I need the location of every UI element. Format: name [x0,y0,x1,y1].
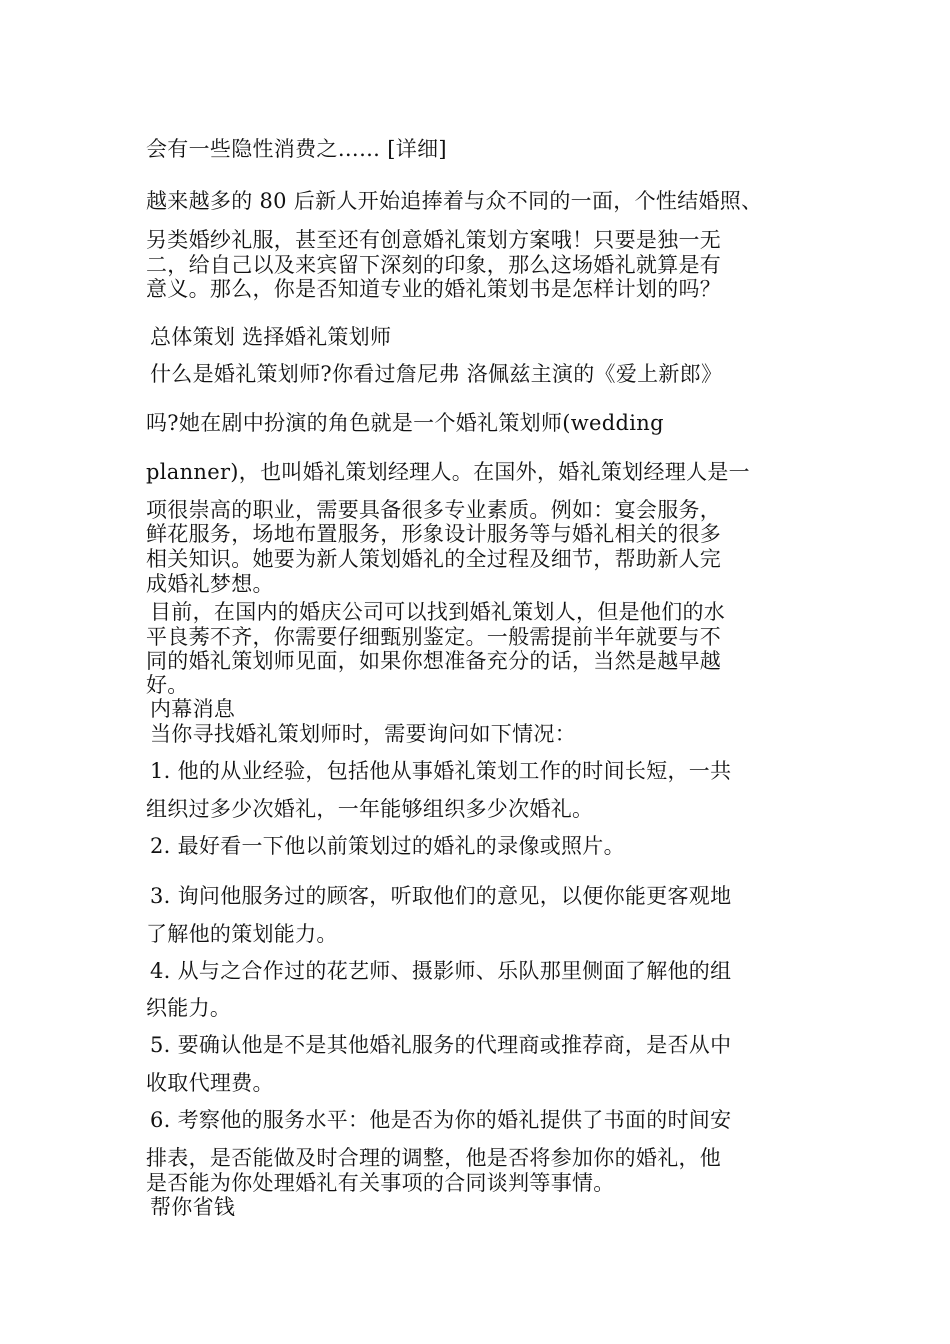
text-line: 什么是婚礼策划师?你看过詹尼弗 洛佩兹主演的《爱上新郎》 [150,362,723,386]
section-heading: 内幕消息 [150,697,236,721]
list-item: 4. 从与之合作过的花艺师、摄影师、乐队那里侧面了解他的组 [150,959,732,983]
text-line: 相关知识。她要为新人策划婚礼的全过程及细节，帮助新人完 [146,547,722,571]
text-line: 同的婚礼策划师见面，如果你想准备充分的话，当然是越早越 [146,649,722,673]
text-line: 排表，是否能做及时合理的调整，他是否将参加你的婚礼，他 [146,1146,722,1170]
section-heading: 帮你省钱 [150,1195,236,1219]
text-line: 项很崇高的职业，需要具备很多专业素质。例如：宴会服务， [146,498,722,522]
text-line: 平良莠不齐，你需要仔细甄别鉴定。一般需提前半年就要与不 [146,625,722,649]
section-heading: 总体策划 选择婚礼策划师 [150,325,392,349]
text-line: 当你寻找婚礼策划师时，需要询问如下情况： [150,722,576,746]
text-line: 成婚礼梦想。 [146,572,274,596]
list-item: 5. 要确认他是不是其他婚礼服务的代理商或推荐商，是否从中 [150,1033,732,1057]
text-line: 另类婚纱礼服，甚至还有创意婚礼策划方案哦！只要是独一无 [146,228,722,252]
text-line: 二，给自己以及来宾留下深刻的印象，那么这场婚礼就算是有 [146,253,722,277]
list-item: 1. 他的从业经验，包括他从事婚礼策划工作的时间长短，一共 [150,759,732,783]
list-item: 2. 最好看一下他以前策划过的婚礼的录像或照片。 [150,834,625,858]
text-line: 是否能为你处理婚礼有关事项的合同谈判等事情。 [146,1171,615,1195]
text-line: 收取代理费。 [146,1071,274,1095]
text-line: 越来越多的 80 后新人开始追捧着与众不同的一面，个性结婚照、 [146,189,763,213]
text-line: planner)，也叫婚礼策划经理人。在国外，婚礼策划经理人是一 [146,460,750,484]
text-line: 意义。那么，你是否知道专业的婚礼策划书是怎样计划的吗？ [146,277,722,301]
text-line: 好。 [146,673,189,697]
text-line: 吗?她在剧中扮演的角色就是一个婚礼策划师(wedding [146,411,664,435]
text-line: 了解他的策划能力。 [146,922,338,946]
text-line: 会有一些隐性消费之…… [详细] [146,137,447,161]
text-line: 织能力。 [146,996,232,1020]
text-line: 目前，在国内的婚庆公司可以找到婚礼策划人，但是他们的水 [150,600,726,624]
text-line: 组织过多少次婚礼，一年能够组织多少次婚礼。 [146,797,594,821]
list-item: 3. 询问他服务过的顾客，听取他们的意见，以便你能更客观地 [150,884,732,908]
list-item: 6. 考察他的服务水平：他是否为你的婚礼提供了书面的时间安 [150,1108,732,1132]
text-line: 鲜花服务，场地布置服务，形象设计服务等与婚礼相关的很多 [146,522,722,546]
